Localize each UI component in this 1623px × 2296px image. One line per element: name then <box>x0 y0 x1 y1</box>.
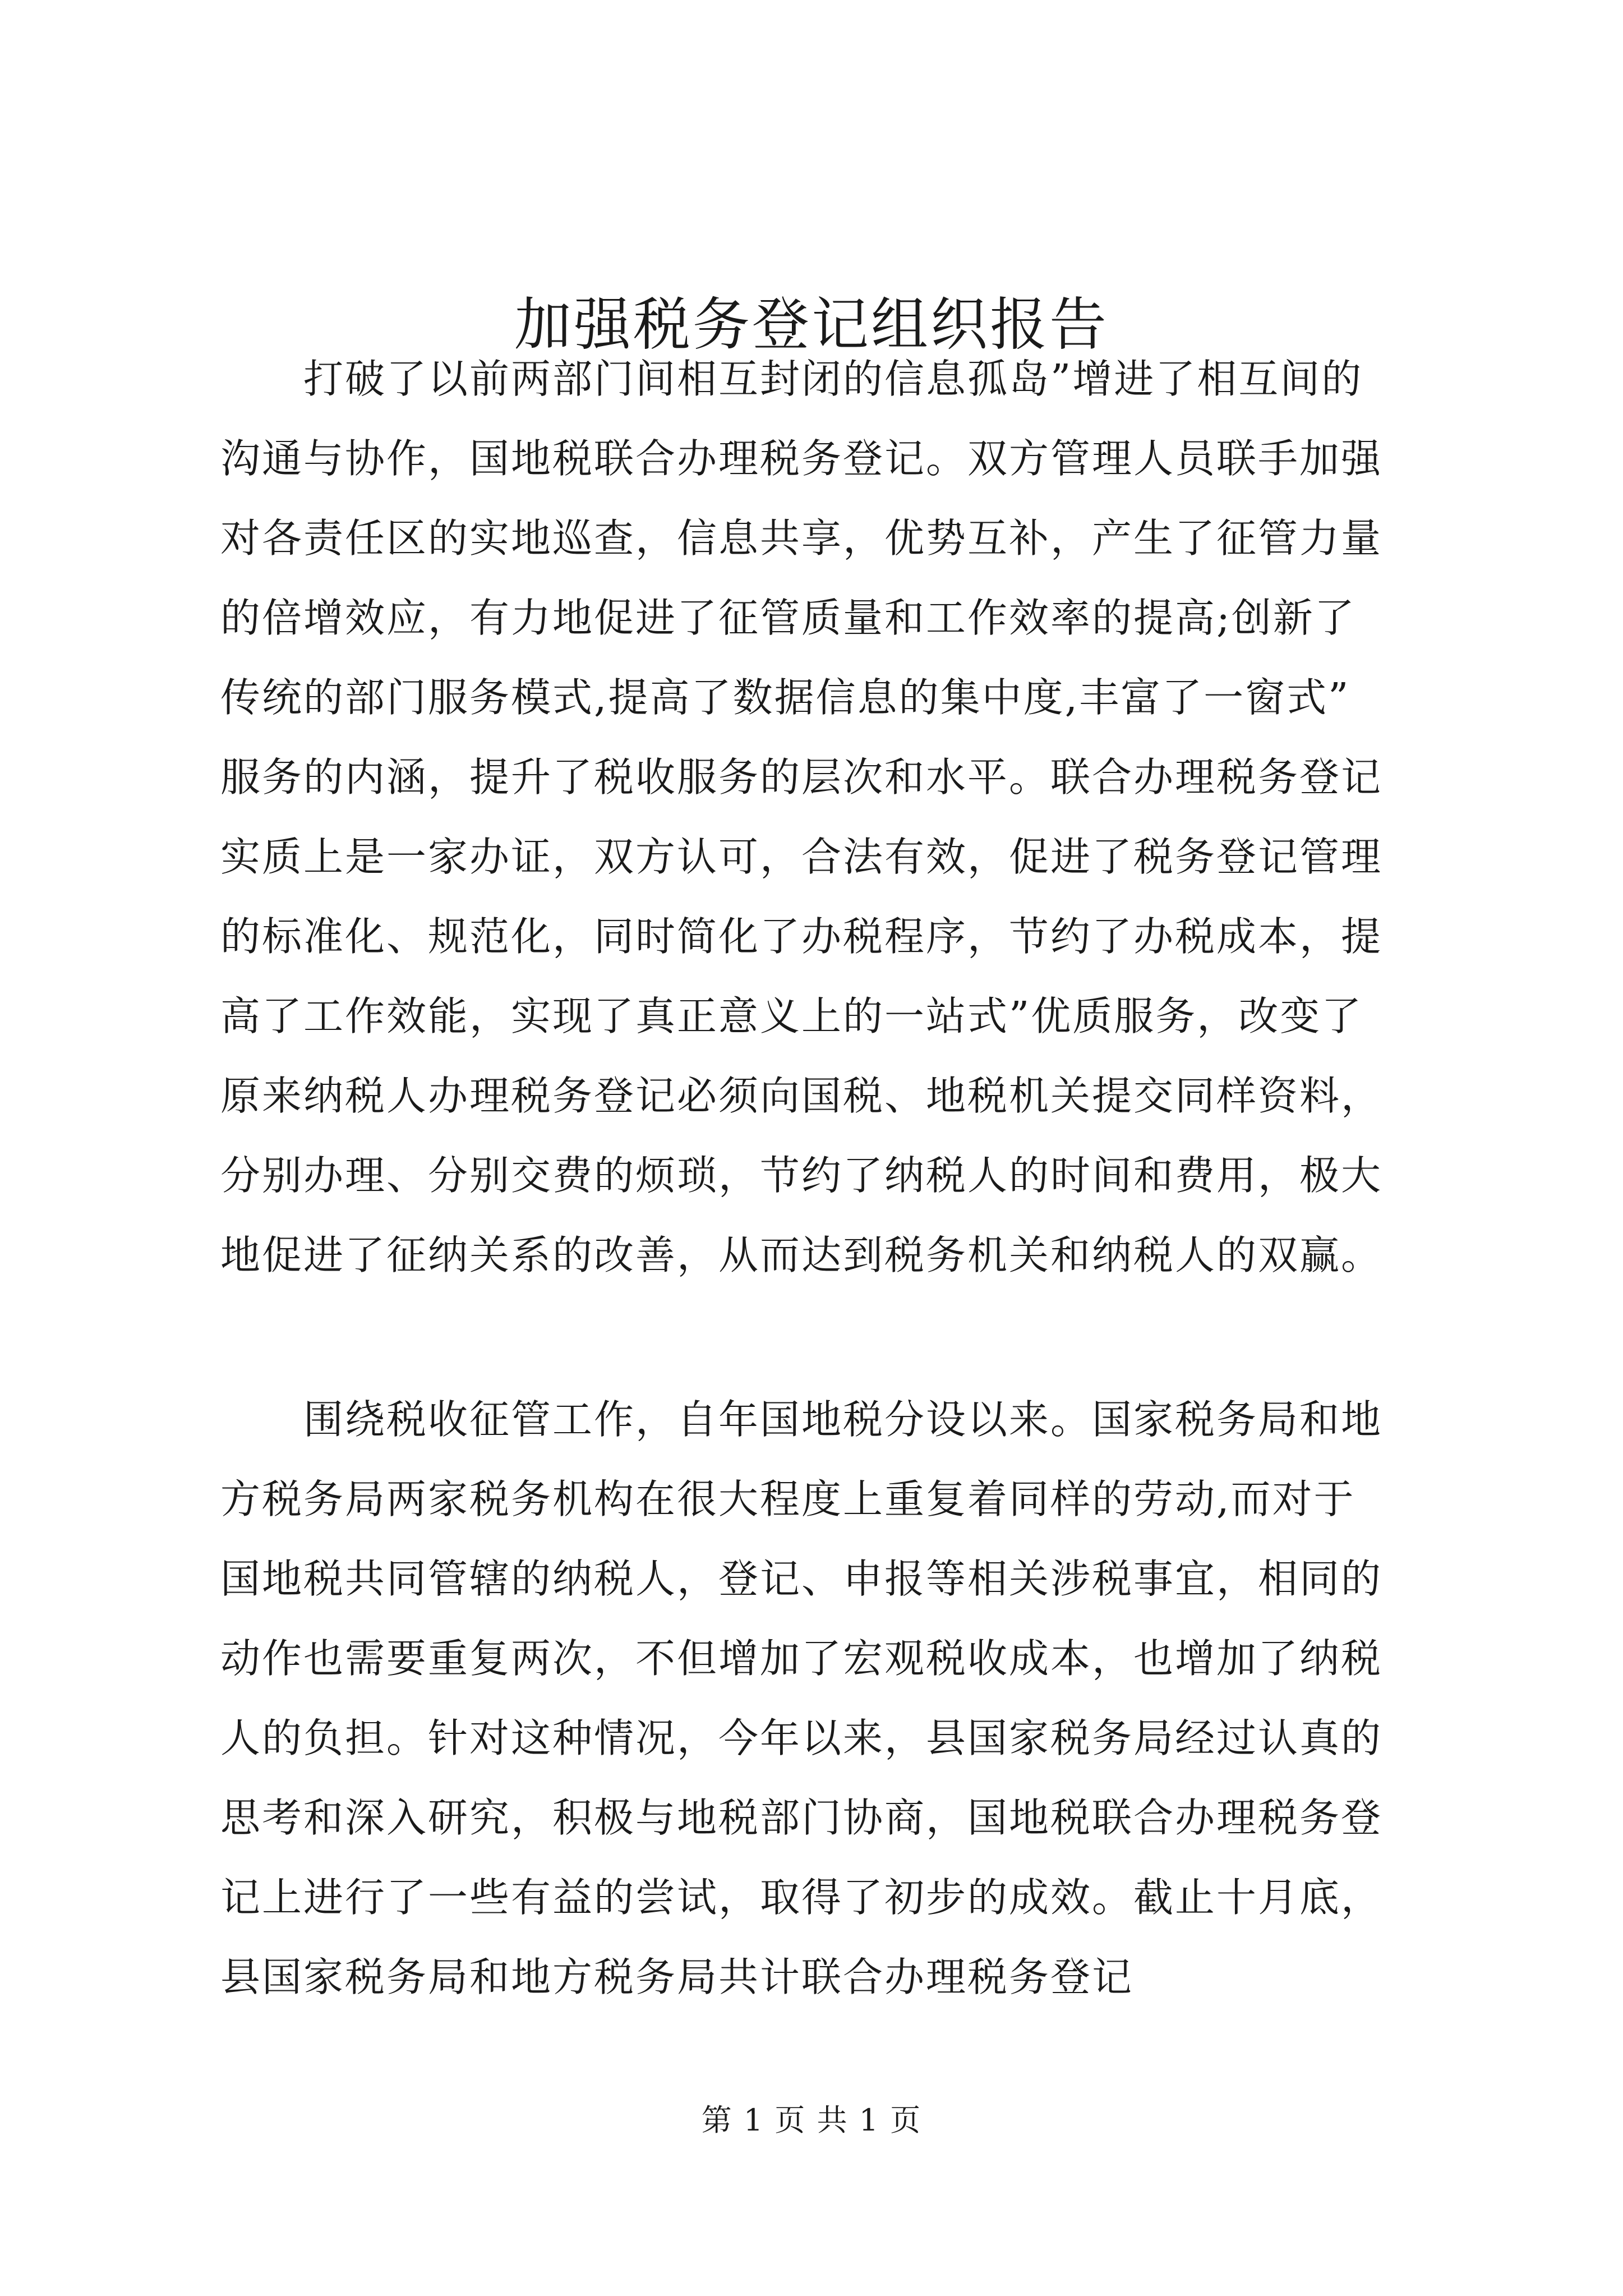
paragraph-1 <box>220 339 1415 1295</box>
text-line: 高了工作效能，实现了真正意义上的一站式”优质服务，改变了 <box>220 993 1363 1039</box>
text-line: 县国家税务局和地方税务局共计联合办理税务登记 <box>220 1954 1134 2000</box>
text-line: 打破了以前两部门间相互封闭的信息孤岛”增进了相互间的 <box>220 356 1363 402</box>
text-line: 对各责任区的实地巡查，信息共享，优势互补，产生了征管力量 <box>220 515 1383 562</box>
text-line: 方税务局两家税务机构在很大程度上重复着同样的劳动,而对于 <box>220 1476 1355 1522</box>
text-line: 原来纳税人办理税务登记必须向国税、地税机关提交同样资料， <box>220 1073 1383 1119</box>
text-line: 动作也需要重复两次，不但增加了宏观税收成本，也增加了纳税 <box>220 1635 1383 1682</box>
text-line: 的标准化、规范化，同时简化了办税程序，节约了办税成本，提 <box>220 913 1383 960</box>
text-line: 的倍增效应，有力地促进了征管质量和工作效率的提高;创新了 <box>220 595 1356 641</box>
text-line: 人的负担。针对这种情况，今年以来，县国家税务局经过认真的 <box>220 1715 1383 1761</box>
page-footer: 第 1 页 共 1 页 <box>701 2102 922 2138</box>
text-line: 记上进行了一些有益的尝试，取得了初步的成效。截止十月底， <box>220 1874 1383 1921</box>
text-line: 地促进了征纳关系的改善，从而达到税务机关和纳税人的双赢。 <box>220 1232 1383 1278</box>
text-line: 服务的内涵，提升了税收服务的层次和水平。联合办理税务登记 <box>220 754 1383 800</box>
text-line: 国地税共同管辖的纳税人，登记、申报等相关涉税事宜，相同的 <box>220 1556 1383 1602</box>
document-title: 加强税务登记组织报告 <box>514 292 1109 358</box>
text-line: 思考和深入研究，积极与地税部门协商，国地税联合办理税务登 <box>220 1795 1383 1841</box>
text-line: 分别办理、分别交费的烦琐，节约了纳税人的时间和费用，极大 <box>220 1152 1383 1199</box>
text-line: 沟通与协作，国地税联合办理税务登记。双方管理人员联手加强 <box>220 435 1383 482</box>
paragraph-2 <box>220 1380 1415 2017</box>
text-line: 实质上是一家办证，双方认可，合法有效，促进了税务登记管理 <box>220 834 1383 880</box>
text-line: 传统的部门服务模式,提高了数据信息的集中度,丰富了一窗式” <box>220 674 1350 721</box>
text-line: 围绕税收征管工作，自年国地税分设以来。国家税务局和地 <box>220 1396 1383 1443</box>
